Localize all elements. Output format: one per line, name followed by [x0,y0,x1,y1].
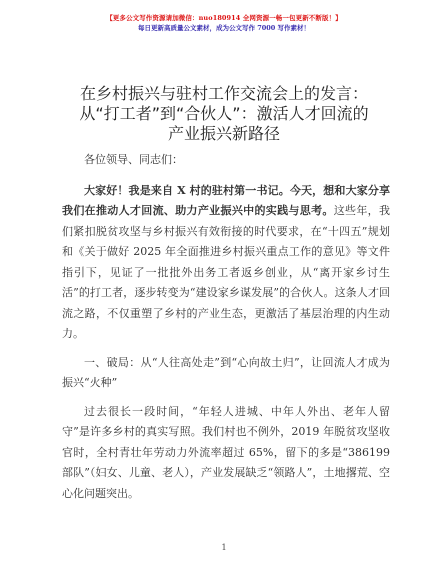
header-banner [0,14,448,33]
title-line-2: 从“打工者”到“合伙人”：激活人才回流的 [79,104,369,123]
title-line-3: 产业振兴新路径 [167,124,280,143]
paragraph-1 [62,181,390,345]
title-line-1: 在乡村振兴与驻村工作交流会上的发言： [79,84,368,103]
paragraph-1-lead: 大家好！我是来自 X 村的驻村第一书记。今天，想和大家分享我们在推动人才回流、助力产业振兴中的实践与思考。 [62,183,390,217]
document-body [62,150,390,504]
paragraph-1-rest: 这些年，我们紧扣脱贫攻坚与乡村振兴有效衔接的时代要求，在“十四五”规划和《关于做好 2025 年全面推进乡村振兴重点工作的意见》等文件指引下，见证了一批批外出务工者返乡创业，从“离开家乡讨生活”的打工者，逐步转变为“建设家乡谋发展”的合伙人。这条人才回流之路，不仅重塑了乡村的产业生态，更激活了基层治理的内生动力。 [62,204,391,340]
banner-line-2: 每日更新高质量公文素材，成为公文写作 7000 写作素材！ [137,24,311,32]
section-heading-1: 一、破局：从“人往高处走”到“心向故土归”，让回流人才成为振兴“火种” [62,355,390,389]
page-number: 1 [221,543,227,552]
paragraph-3: 过去很长一段时间，“年轻人进城、中年人外出、老年人留守”是许多乡村的真实写照。我们村也不例外，2019 年脱贫攻坚收官时，全村青壮年劳动力外流率超过 65%，留下的多是“386199 部队”（妇女、儿童、老人），产业发展缺乏“领路人”，土地撂荒、空心化问题突出。 [62,404,390,500]
banner-line-1: 【更多公文写作资源请加微信：nuo180914 全网资源一畅一包更新不断版！】 [106,14,342,22]
greeting: 各位领导、同志们： [84,153,183,166]
document-title [30,84,418,144]
